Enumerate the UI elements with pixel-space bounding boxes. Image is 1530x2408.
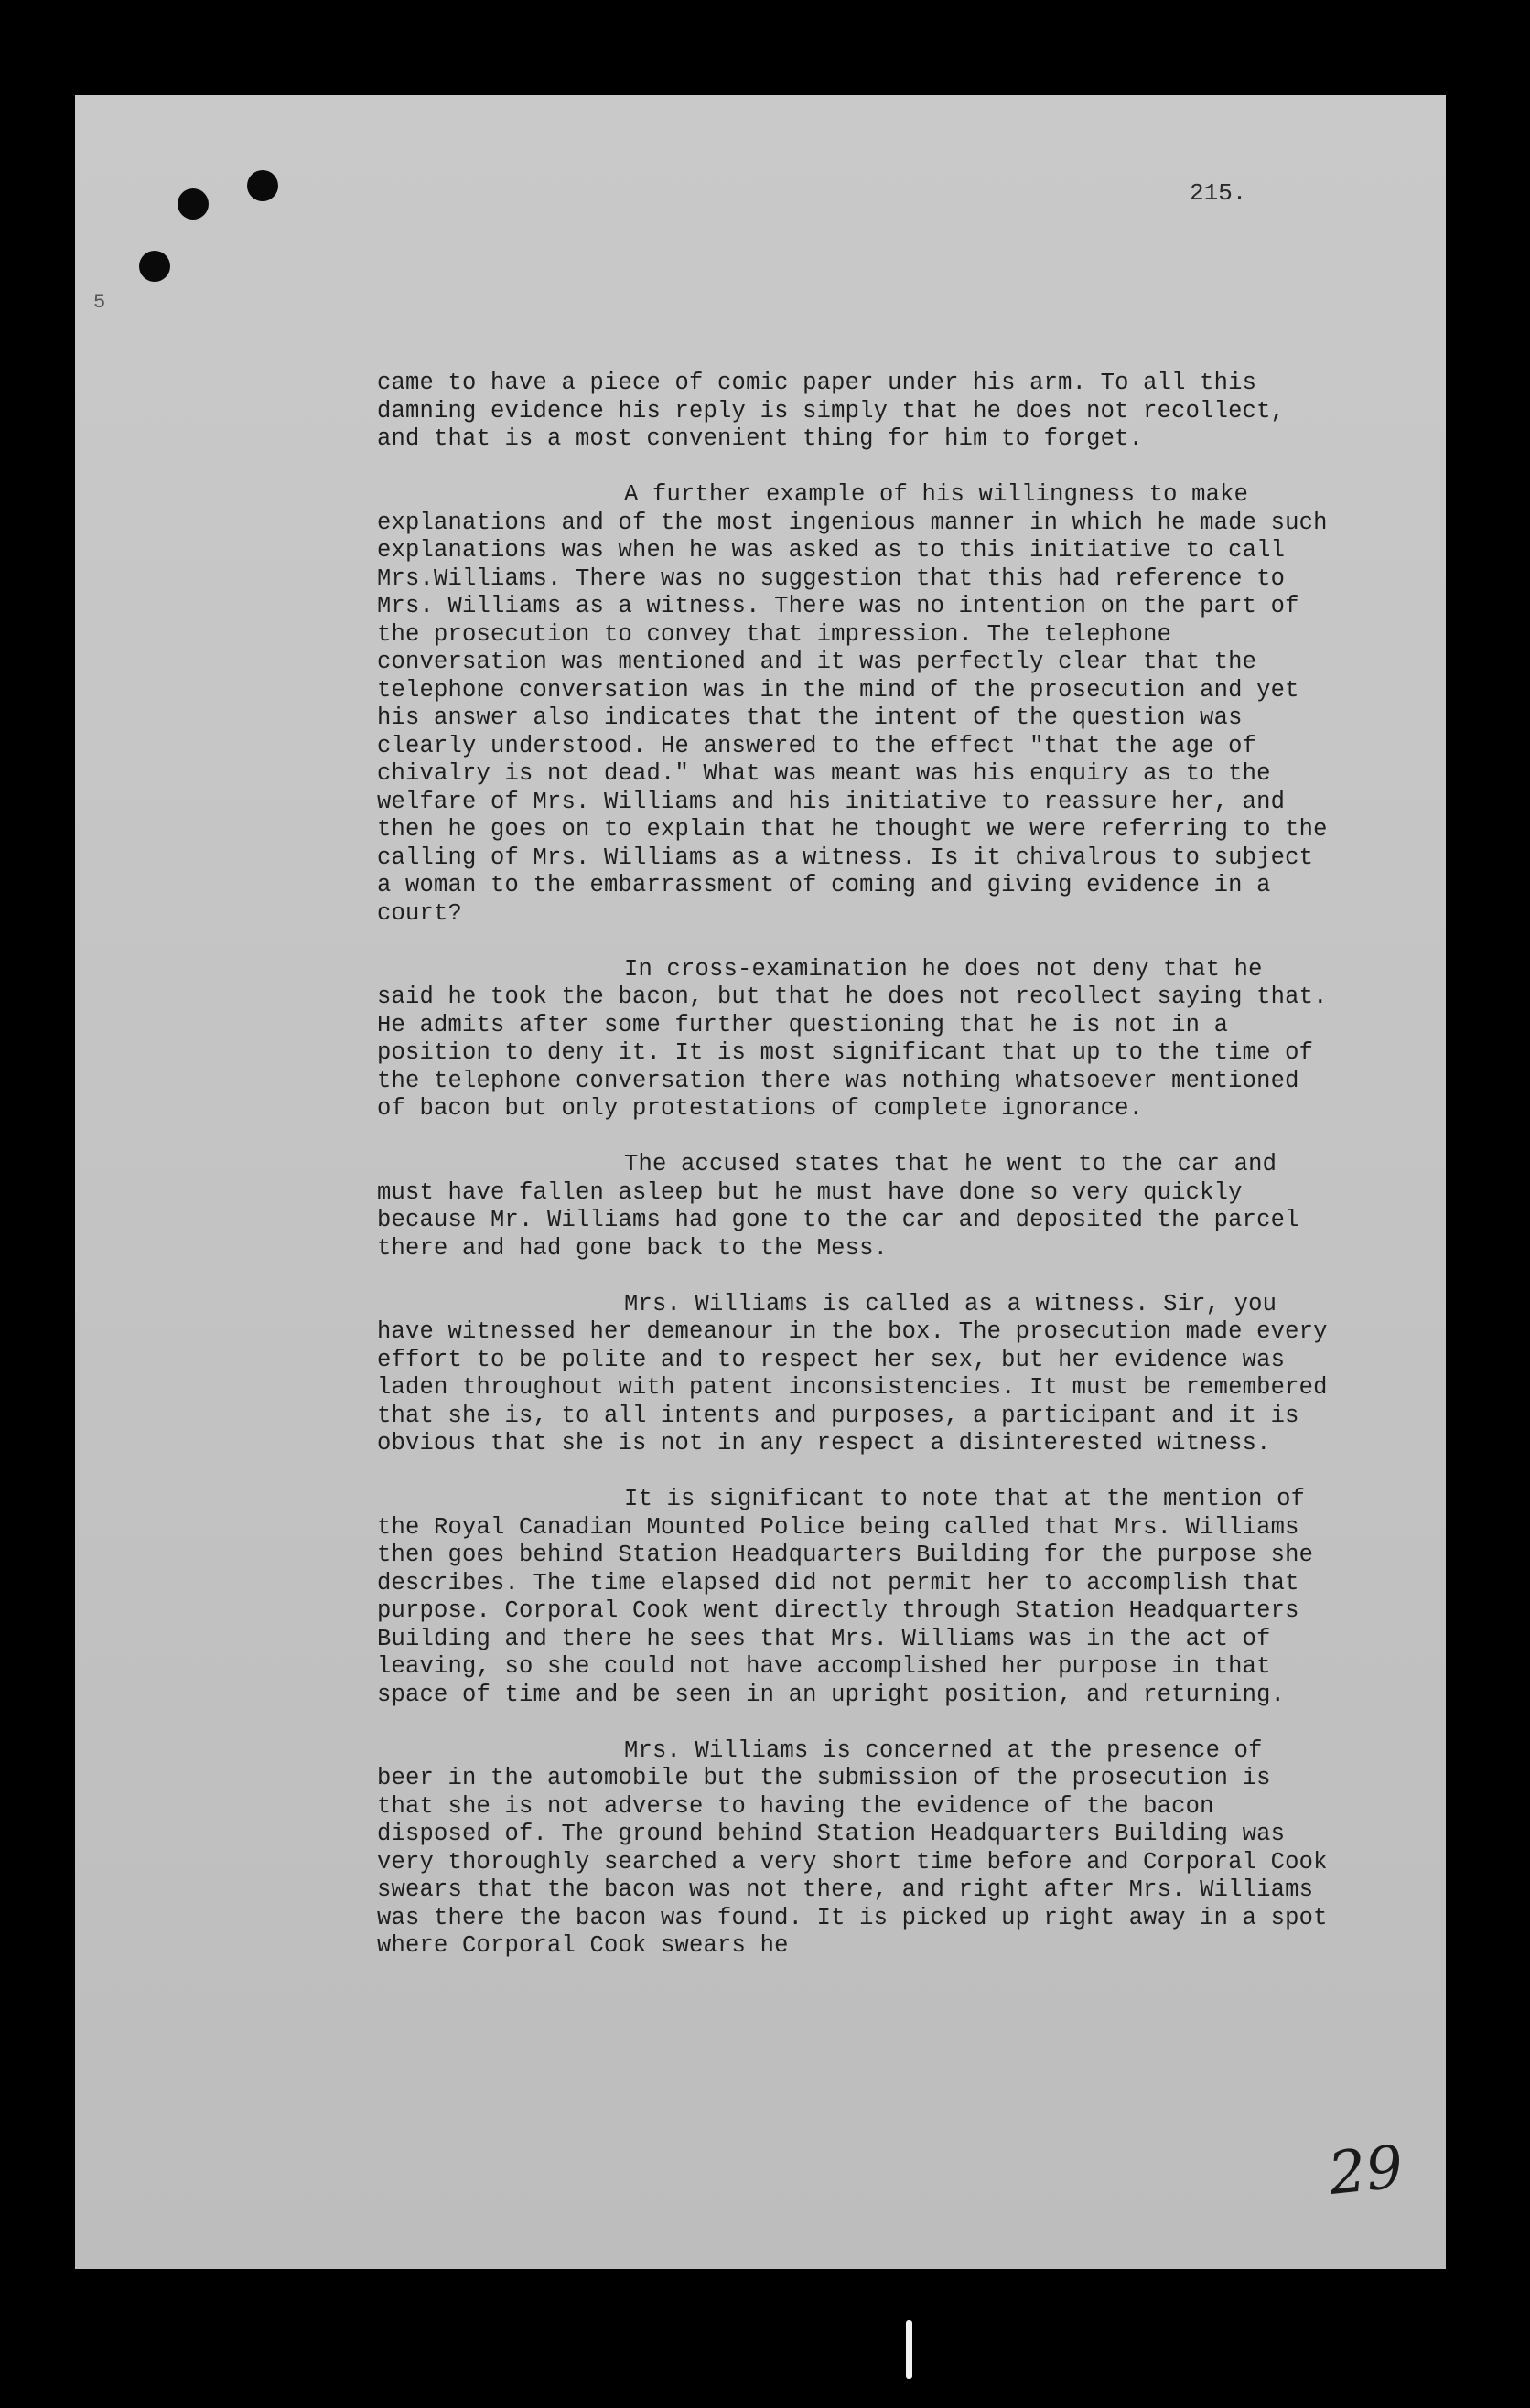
page-number: 215.: [1190, 179, 1247, 207]
paragraph-3: In cross-examination he does not deny that he said he took the bacon, but that he does not recollect saying that. He admits after some further questioning that he is not in a position to deny it. It is most significant that up to the time of the telephone conversation there was nothing whatsoever mentioned of bacon but only protestations of complete ignorance.: [377, 955, 1328, 1122]
punch-hole-left: [178, 188, 209, 220]
punch-hole-middle: [247, 170, 278, 201]
paragraph-5: Mrs. Williams is called as a witness. Sir, you have witnessed her demeanour in the box. The prosecution made every effort to be polite and to respect her sex, but her evidence was laden throughout with patent inconsistencies. It must be remembered that she is, to all intents and purposes, a participant and it is obvious that she is not in any respect a disinterested witness.: [377, 1290, 1328, 1457]
paragraph-7: Mrs. Williams is concerned at the presence of beer in the automobile but the submission of the prosecution is that she is not adverse to having the evidence of the bacon disposed of. The ground behind Station Headquarters Building was very thoroughly searched a very short time before and Corporal Cook swears that the bacon was not there, and right after Mrs. Williams was there the bacon was found. It is picked up right away in a spot where Corporal Cook swears he: [377, 1736, 1328, 1959]
punch-hole-lower: [139, 251, 170, 282]
typed-letter-body: [377, 370, 1333, 1988]
handwritten-page-number: 29: [1325, 2133, 1407, 2209]
paragraph-2: A further example of his willingness to make explanations and of the most ingenious manner in which he made such explanations was when he was asked as to this initiative to call Mrs.Williams. There was no suggestion that this had reference to Mrs. Williams as a witness. There was no intention on the part of the prosecution to convey that impression. The telephone conversation was mentioned and it was perfectly clear that the telephone conversation was in the mind of the prosecution and yet his answer also indicates that the intent of the question was clearly understood. He answered to the effect "that the age of chivalry is not dead." What was meant was his enquiry as to the welfare of Mrs. Williams and his initiative to reassure her, and then he goes on to explain that he thought we were referring to the calling of Mrs. Williams as a witness. Is it chivalrous to subject a woman to the embarrassment of coming and giving evidence in a court?: [377, 481, 1328, 927]
paragraph-1: came to have a piece of comic paper under his arm. To all this damning evidence his reply is simply that he does not recollect, and that is a most convenient thing for him to forget.: [377, 370, 1286, 452]
scan-tick-mark: [906, 2320, 912, 2379]
paragraph-6: It is significant to note that at the mention of the Royal Canadian Mounted Police being called that Mrs. Williams then goes behind Station Headquarters Building for the purpose she describes. The time elapsed did not permit her to accomplish that purpose. Corporal Cook went directly through Station Headquarters Building and there he sees that Mrs. Williams was in the act of leaving, so she could not have accomplished her purpose in that space of time and be seen in an upright position, and returning.: [377, 1486, 1314, 1708]
paragraph-4: The accused states that he went to the car and must have fallen asleep but he must have done so very quickly because Mr. Williams had gone to the car and deposited the parcel there and had gone back to the Mess.: [377, 1151, 1299, 1262]
margin-mark: 5: [93, 291, 106, 314]
